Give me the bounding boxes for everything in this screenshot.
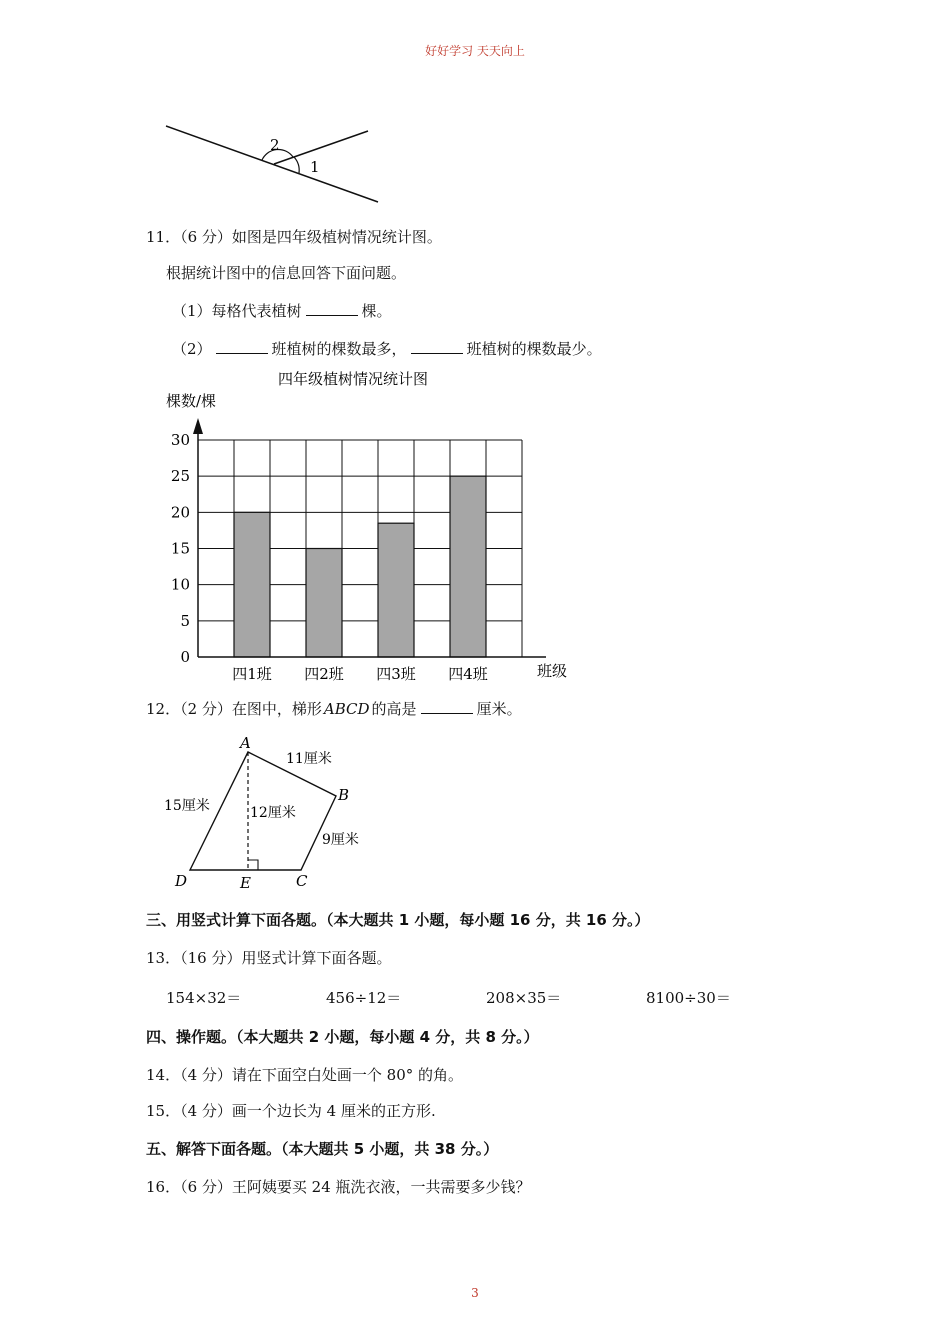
q11-stem: 11．（6 分）如图是四年级植树情况统计图。 bbox=[146, 228, 442, 246]
x-tick-label: 四1班 bbox=[232, 665, 272, 683]
q13-stem: 13．（16 分）用竖式计算下面各题。 bbox=[146, 949, 392, 967]
y-tick-label: 15 bbox=[170, 539, 190, 558]
q11-sub2 bbox=[172, 338, 602, 359]
x-tick-label: 四4班 bbox=[448, 665, 488, 683]
angle-arc-1 bbox=[294, 157, 299, 173]
label-ae: 12厘米 bbox=[250, 805, 296, 821]
section3-heading: 三、用竖式计算下面各题。（本大题共 1 小题，每小题 16 分，共 16 分。） bbox=[146, 911, 650, 929]
bar-4 bbox=[450, 476, 486, 657]
q11-sub1-suffix: 棵。 bbox=[361, 302, 392, 320]
q12-stem-prefix: 12．（2 分）在图中，梯形 bbox=[146, 700, 322, 718]
q13-item-1: 154×32＝ bbox=[166, 989, 242, 1007]
chart-bars bbox=[234, 476, 486, 657]
page-header: 好好学习 天天向上 bbox=[425, 44, 525, 58]
q11-sub2-blank-1[interactable] bbox=[216, 339, 268, 354]
label-ab: 11厘米 bbox=[286, 751, 332, 767]
q12-stem bbox=[146, 698, 522, 719]
q11-intro: 根据统计图中的信息回答下面问题。 bbox=[166, 264, 407, 282]
section4-heading: 四、操作题。（本大题共 2 小题，每小题 4 分，共 8 分。） bbox=[146, 1028, 539, 1046]
y-axis-arrow bbox=[193, 418, 203, 434]
angle-label-2: 2 bbox=[270, 136, 280, 154]
label-bc: 9厘米 bbox=[322, 832, 359, 848]
q11-sub2-suffix: 班植树的棵数最少。 bbox=[466, 340, 602, 358]
vertex-b: B bbox=[338, 786, 350, 804]
angle-line-2 bbox=[274, 131, 368, 164]
vertex-e: E bbox=[240, 874, 251, 892]
x-tick-label: 四2班 bbox=[304, 665, 344, 683]
y-tick-label: 5 bbox=[180, 611, 190, 630]
q12-stem-mid: 的高是 bbox=[371, 700, 417, 718]
q15-stem: 15．（4 分）画一个边长为 4 厘米的正方形. bbox=[146, 1102, 436, 1120]
vertex-a: A bbox=[240, 734, 251, 752]
q11-sub1-prefix: （1）每格代表植树 bbox=[172, 302, 302, 320]
q11-sub1-blank[interactable] bbox=[306, 301, 358, 316]
q13-item-3: 208×35＝ bbox=[486, 989, 562, 1007]
q11-sub2-prefix: （2） bbox=[172, 340, 212, 358]
vertex-d: D bbox=[175, 872, 188, 890]
page-number: 3 bbox=[471, 1286, 479, 1300]
q16-stem: 16．（6 分）王阿姨要买 24 瓶洗衣液，一共需要多少钱？ bbox=[146, 1178, 531, 1196]
q11-sub1 bbox=[172, 300, 392, 321]
section5-heading: 五、解答下面各题。（本大题共 5 小题，共 38 分。） bbox=[146, 1140, 499, 1158]
q12-stem-var: ABCD bbox=[323, 700, 370, 718]
q11-sub2-mid: 班植树的棵数最多， bbox=[271, 340, 407, 358]
bar-1 bbox=[234, 512, 270, 657]
q13-item-4: 8100÷30＝ bbox=[646, 989, 731, 1007]
label-ad: 15厘米 bbox=[164, 798, 210, 814]
vertex-c: C bbox=[296, 872, 308, 890]
y-tick-label: 10 bbox=[170, 575, 190, 594]
chart-xticks bbox=[232, 665, 488, 683]
bar-2 bbox=[306, 549, 342, 658]
bar-3 bbox=[378, 523, 414, 657]
q12-blank[interactable] bbox=[421, 699, 473, 714]
chart-ylabel: 棵数/棵 bbox=[166, 392, 217, 410]
right-angle-mark bbox=[248, 860, 258, 870]
y-tick-label: 0 bbox=[180, 648, 190, 666]
angle-label-1: 1 bbox=[310, 158, 320, 176]
chart-xlabel: 班级 bbox=[537, 662, 568, 680]
y-tick-label: 20 bbox=[170, 503, 190, 522]
chart-title: 四年级植树情况统计图 bbox=[277, 370, 429, 388]
trapezoid-figure bbox=[160, 730, 380, 895]
tree-planting-chart bbox=[150, 362, 590, 692]
q12-stem-suffix: 厘米。 bbox=[476, 700, 522, 718]
chart-yticks bbox=[171, 431, 190, 666]
y-tick-label: 30 bbox=[170, 431, 190, 449]
angle-figure bbox=[150, 120, 400, 212]
y-tick-label: 25 bbox=[170, 467, 190, 486]
q13-item-2: 456÷12＝ bbox=[326, 989, 402, 1007]
q11-sub2-blank-2[interactable] bbox=[411, 339, 463, 354]
q14-stem: 14．（4 分）请在下面空白处画一个 80° 的角。 bbox=[146, 1066, 464, 1084]
x-tick-label: 四3班 bbox=[376, 665, 416, 683]
